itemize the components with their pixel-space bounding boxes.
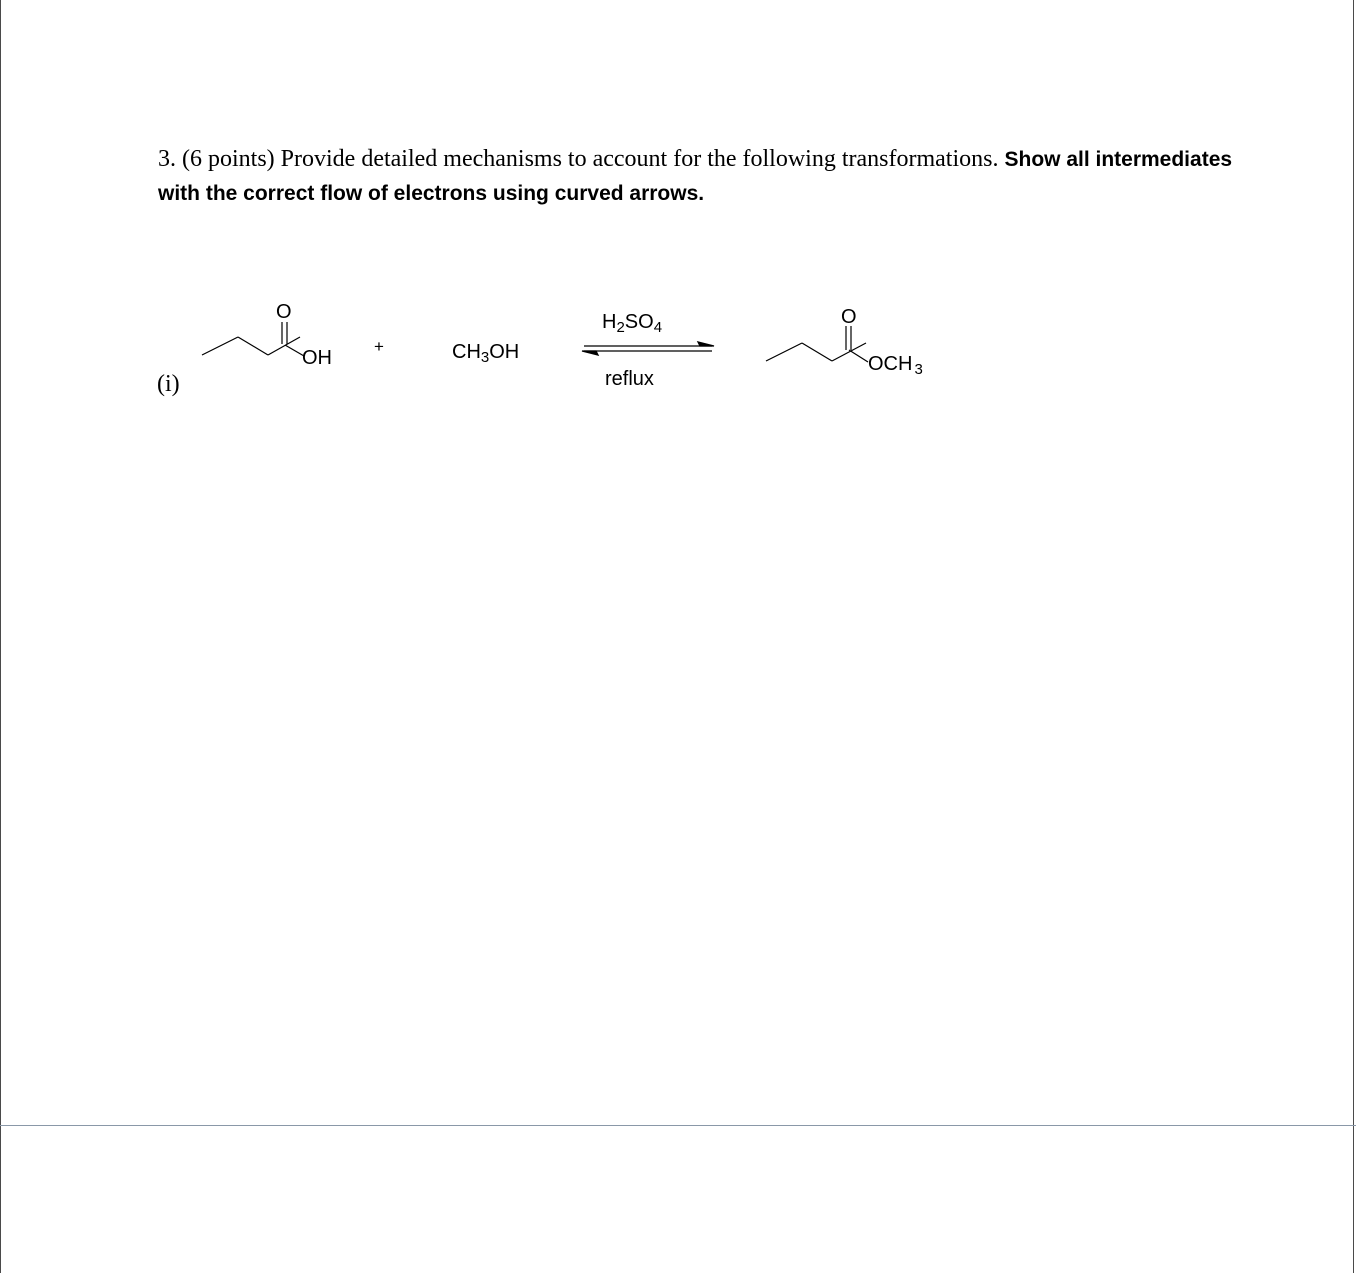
- methanol-ch: CH: [452, 341, 481, 363]
- bond: [832, 343, 866, 361]
- reactant-carbonyl-o: O: [276, 301, 292, 323]
- reagent-h: H: [602, 311, 617, 333]
- methyl-butanoate-structure: [766, 326, 868, 362]
- reverse-arrowhead: [582, 351, 598, 355]
- product-och: OCH: [868, 353, 913, 375]
- forward-arrowhead: [698, 342, 714, 346]
- reaction-scheme: [0, 0, 1356, 500]
- product-subscript: 3: [914, 361, 923, 378]
- reagent-reflux: reflux: [605, 368, 654, 390]
- product-ester-group: [868, 353, 923, 378]
- butanoic-acid-structure: [202, 322, 304, 356]
- reagent-sub-2: 2: [616, 319, 625, 336]
- reagent-sub-4: 4: [653, 319, 663, 336]
- bond: [202, 337, 238, 355]
- bond: [238, 337, 268, 355]
- question-emphasis: Show all intermediates with the correct flow of electrons using curved arrows.: [158, 148, 1233, 205]
- reagent-so: SO: [624, 311, 654, 333]
- equilibrium-arrow: [582, 342, 714, 355]
- question-intro: 3. (6 points) Provide detailed mechanisms to account for the following transformations.: [158, 146, 1005, 172]
- methanol-subscript: 3: [480, 349, 490, 366]
- reactant-hydroxyl: OH: [302, 347, 332, 369]
- product-carbonyl-o: O: [841, 306, 857, 328]
- methanol-formula: [452, 341, 519, 366]
- c-o-bond: [849, 350, 868, 362]
- bond: [802, 343, 832, 361]
- methanol-oh: OH: [489, 341, 520, 363]
- part-label: (i): [157, 371, 180, 397]
- page-divider: [0, 1125, 1356, 1126]
- bond: [766, 343, 802, 361]
- reagent-h2so4: [602, 311, 662, 336]
- bond: [268, 337, 300, 355]
- plus-sign: +: [374, 337, 384, 356]
